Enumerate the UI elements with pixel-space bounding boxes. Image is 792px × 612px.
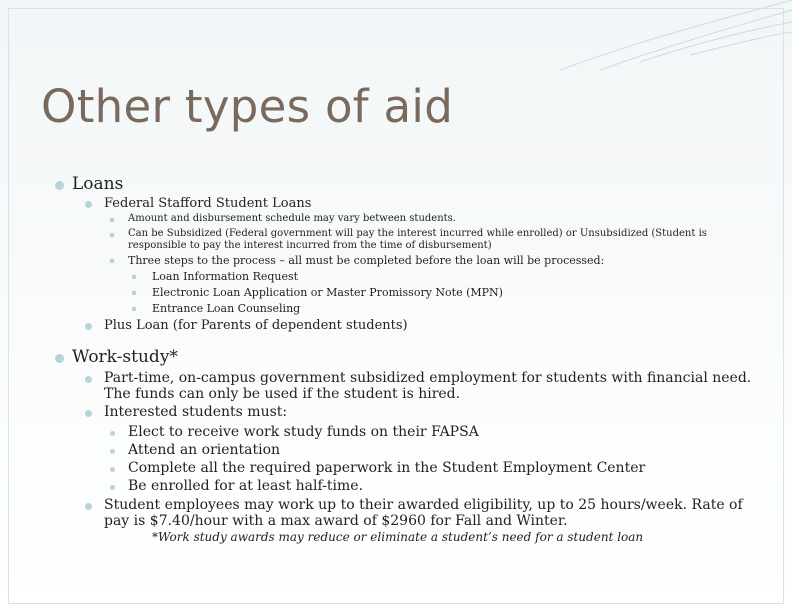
level4-bullet [132, 291, 136, 295]
item-plus-loan: Plus Loan (for Parents of dependent students) [104, 318, 408, 333]
work-study-description: Part-time, on-campus government subsidized employment for students with financial need. [104, 370, 752, 386]
work-hours-rate-cont: pay is $7.40/hour with a max award of $2960 for Fall and Winter. [104, 513, 568, 529]
level2-bullet [85, 410, 92, 417]
interested-students-label: Interested students must: [104, 404, 288, 420]
work-hours-rate: Student employees may work up to their awarded eligibility, up to 25 hours/week. Rate of [104, 497, 743, 513]
level1-bullet [55, 354, 64, 363]
requirement-fapsa: Elect to receive work study funds on their FAPSA [128, 424, 479, 440]
level3-bullet [110, 431, 115, 436]
level3-bullet [110, 449, 115, 454]
level4-bullet [132, 275, 136, 279]
level4-bullet [132, 307, 136, 311]
step-electronic-loan-application: Electronic Loan Application or Master Promissory Note (MPN) [152, 286, 503, 299]
level1-bullet [55, 181, 64, 190]
section-heading-work-study: Work-study* [72, 347, 178, 367]
requirement-orientation: Attend an orientation [128, 442, 281, 458]
level2-bullet [85, 503, 92, 510]
item-stafford-loans: Federal Stafford Student Loans [104, 196, 312, 211]
stafford-detail-amount: Amount and disbursement schedule may vary between students. [128, 213, 456, 224]
step-entrance-loan-counseling: Entrance Loan Counseling [152, 302, 301, 315]
slide-title: Other types of aid [41, 80, 454, 133]
section-heading-loans: Loans [72, 174, 124, 194]
requirement-paperwork: Complete all the required paperwork in the Student Employment Center [128, 460, 646, 476]
level3-bullet [110, 259, 114, 263]
level3-bullet [110, 233, 114, 237]
level2-bullet [85, 201, 92, 208]
level3-bullet [110, 218, 114, 222]
stafford-detail-subsidized: Can be Subsidized (Federal government will pay the interest incurred while enrolled) or Unsubsidized (Student is [128, 228, 707, 239]
work-study-footnote: *Work study awards may reduce or eliminate a student’s need for a student loan [152, 530, 644, 544]
requirement-half-time: Be enrolled for at least half-time. [128, 478, 364, 494]
level3-bullet [110, 467, 115, 472]
step-loan-information-request: Loan Information Request [152, 270, 299, 283]
stafford-detail-subsidized-cont: responsible to pay the interest incurred from the time of disbursement) [128, 240, 492, 251]
level2-bullet [85, 376, 92, 383]
stafford-detail-steps: Three steps to the process – all must be completed before the loan will be processed: [128, 254, 605, 267]
level3-bullet [110, 485, 115, 490]
work-study-description-cont: The funds can only be used if the student is hired. [104, 386, 461, 402]
level2-bullet [85, 323, 92, 330]
